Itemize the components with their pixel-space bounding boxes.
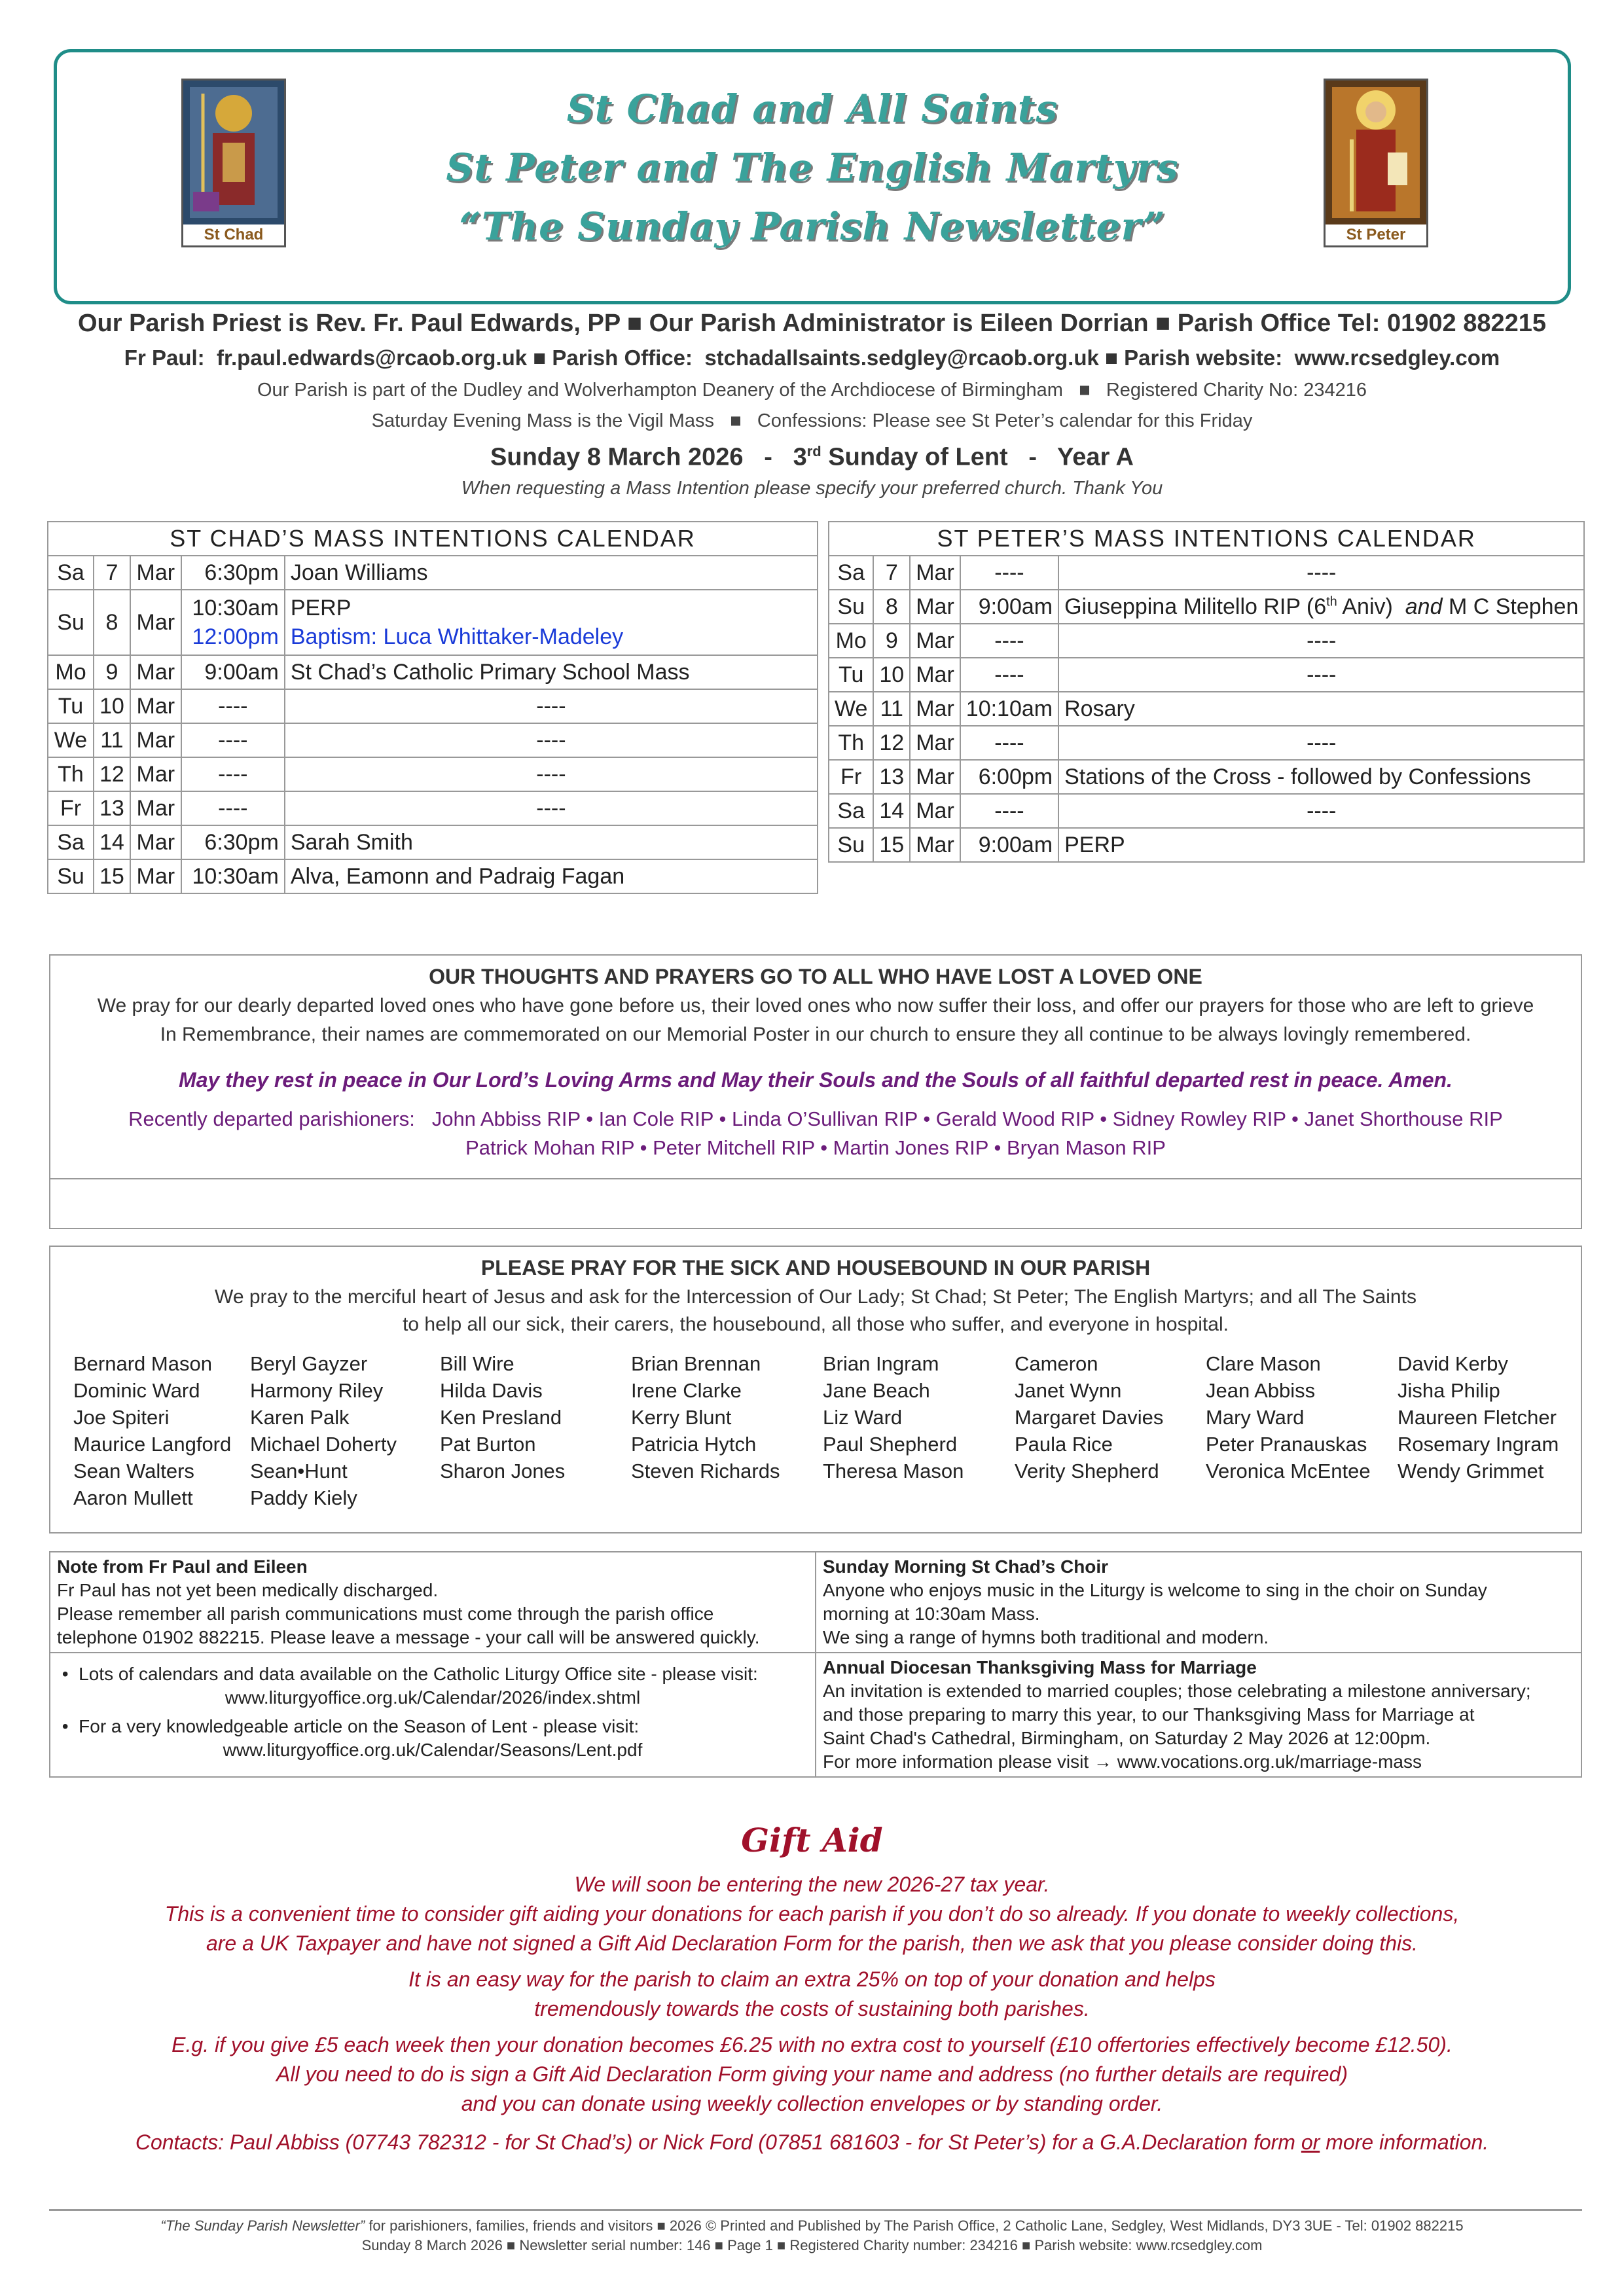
office-email-link[interactable]: stchadallsaints.sedgley@rcaob.org.uk xyxy=(704,346,1099,370)
list-item: Jisha Philip xyxy=(1398,1379,1500,1402)
list-item: Kerry Blunt xyxy=(631,1406,732,1429)
sick-names-column xyxy=(631,1350,780,1484)
sunday-number: 3 xyxy=(793,443,807,471)
request-note: When requesting a Mass Intention please specify your preferred church. Thank You xyxy=(461,478,1163,499)
st-peter-calendar-title: ST PETER’S MASS INTENTIONS CALENDAR xyxy=(829,522,1584,556)
choir-note-title: Sunday Morning St Chad’s Choir xyxy=(823,1556,1109,1577)
marriage-mass-note: Annual Diocesan Thanksgiving Mass for Marriage An invitation is extended to married couples; those celebrating a milestone anniversary; and those preparing to marry this year, to our Thanksgiving Mass for Marriage at Saint Chad's Cathedral, Birmingham, on Saturday 2 May 2026 at 12:00pm. For more information please visit → www.vocations.org.uk/marriage-mass xyxy=(816,1653,1581,1777)
list-item: Irene Clarke xyxy=(631,1379,742,1402)
choir-note: Sunday Morning St Chad’s Choir Anyone who enjoys music in the Liturgy is welcome to sing in the choir on Sunday morning at 10:30am Mass. We sing a range of hymns both traditional and modern. xyxy=(816,1552,1581,1653)
contact-line: Fr Paul: fr.paul.edwards@rcaob.org.uk ■ Parish Office: stchadallsaints.sedgley@rcaob.org.uk ■ Parish website: www.rcsedgley.com xyxy=(124,346,1500,370)
list-item: Sean Walters xyxy=(73,1460,194,1482)
list-item: Steven Richards xyxy=(631,1460,780,1482)
table-row: Sa 7 Mar ---- ---- xyxy=(829,556,1584,590)
list-item: Dominic Ward xyxy=(73,1379,200,1402)
deanery-line: Our Parish is part of the Dudley and Wolverhampton Deanery of the Archdiocese of Birmingham ■ Registered Charity No: 234216 xyxy=(257,380,1367,401)
list-item: Theresa Mason xyxy=(823,1460,964,1482)
priest-text: Our Parish Priest is Rev. Fr. Paul Edwards, PP xyxy=(77,310,621,337)
divider xyxy=(50,1178,1581,1179)
list-item: Mary Ward xyxy=(1206,1406,1305,1429)
list-item: Sharon Jones xyxy=(440,1460,566,1482)
charity-text: Registered Charity No: 234216 xyxy=(1106,380,1367,401)
list-item: Rosemary Ingram xyxy=(1398,1433,1559,1456)
title-line-1: St Chad and All Saints xyxy=(566,86,1058,131)
parish-staff-line: Our Parish Priest is Rev. Fr. Paul Edwards, PP ■ Our Parish Administrator is Eileen Dorrian ■ Parish Office Tel: 01902 882215 xyxy=(77,310,1547,337)
list-item: Veronica McEntee xyxy=(1206,1460,1371,1482)
list-item: Beryl Gayzer xyxy=(250,1352,368,1375)
lent-article-link[interactable]: www.liturgyoffice.org.uk/Calendar/Seasons/Lent.pdf xyxy=(223,1740,643,1760)
table-row: Th 12 Mar ---- ---- xyxy=(48,757,818,791)
footer-divider xyxy=(49,2209,1582,2211)
prayers-text-2: In Remembrance, their names are commemorated on our Memorial Poster in our church to ensure they all continue to be always lovingly remembered. xyxy=(160,1024,1471,1045)
table-row: We 11 Mar 10:10am Rosary xyxy=(829,692,1584,726)
table-row: Sa 14 Mar 6:30pm Sarah Smith xyxy=(48,825,818,859)
list-item: Karen Palk xyxy=(250,1406,350,1429)
sick-names-column xyxy=(73,1350,231,1511)
list-item: Ken Presland xyxy=(440,1406,562,1429)
confessions-text: Confessions: Please see St Peter’s calendar for this Friday xyxy=(757,410,1253,431)
deanery-text: Our Parish is part of the Dudley and Wolverhampton Deanery of the Archdiocese of Birmingham xyxy=(257,380,1063,401)
table-row: Su 8 Mar 10:30am 12:00pm PERP Baptism: Luca Whittaker-Madeley xyxy=(48,590,818,655)
marriage-mass-title: Annual Diocesan Thanksgiving Mass for Marriage xyxy=(823,1657,1257,1677)
list-item: Aaron Mullett xyxy=(73,1486,193,1509)
marriage-mass-link[interactable]: For more information please visit → www.vocations.org.uk/marriage-mass xyxy=(823,1751,1422,1772)
office-tel-text: Parish Office Tel: 01902 882215 xyxy=(1177,310,1547,337)
list-item: Brian Brennan xyxy=(631,1352,761,1375)
list-item: Cameron xyxy=(1015,1352,1098,1375)
table-row: Mo 9 Mar 9:00am St Chad’s Catholic Primary School Mass xyxy=(48,655,818,689)
list-item: Bernard Mason xyxy=(73,1352,212,1375)
sick-text-2: to help all our sick, their carers, the housebound, all those who suffer, and everyone in hospital. xyxy=(403,1314,1229,1335)
table-row: Su 8 Mar 9:00am Giuseppina Militello RIP (6th Aniv) and M C Stephen xyxy=(829,590,1584,624)
table-row: Tu 10 Mar ---- ---- xyxy=(48,689,818,723)
list-item: Maureen Fletcher xyxy=(1398,1406,1557,1429)
fr-paul-label: Fr Paul: xyxy=(124,346,205,370)
sick-names-column xyxy=(1398,1350,1559,1484)
recently-departed-line-1 xyxy=(50,1107,1581,1131)
list-item: Liz Ward xyxy=(823,1406,903,1429)
st-chad-calendar xyxy=(47,521,818,894)
fr-paul-note-title: Note from Fr Paul and Eileen xyxy=(57,1556,308,1577)
fr-paul-note: Note from Fr Paul and Eileen Fr Paul has not yet been medically discharged. Please remember all parish communications must come through the parish office telephone 01902 882215. Please leave a message - your call will be answered quickly. xyxy=(50,1552,816,1653)
sunday-heading: Sunday 8 March 2026 - 3rd Sunday of Lent - Year A xyxy=(490,443,1134,471)
table-row: Tu 10 Mar ---- ---- xyxy=(829,658,1584,692)
st-chad-caption: St Chad xyxy=(183,226,284,244)
st-chad-calendar-title: ST CHAD’S MASS INTENTIONS CALENDAR xyxy=(48,522,818,556)
st-peter-calendar xyxy=(828,521,1585,863)
sick-title: PLEASE PRAY FOR THE SICK AND HOUSEBOUND IN OUR PARISH xyxy=(480,1256,1151,1280)
list-item: Jean Abbiss xyxy=(1206,1379,1316,1402)
vigil-text: Saturday Evening Mass is the Vigil Mass xyxy=(371,410,714,431)
list-item: Pat Burton xyxy=(440,1433,536,1456)
rest-in-peace-text: May they rest in peace in Our Lord’s Loving Arms and May their Souls and the Souls of all faithful departed rest in peace. Amen. xyxy=(179,1068,1453,1092)
recently-departed-line-2: Patrick Mohan RIP • Peter Mitchell RIP • Martin Jones RIP • Bryan Mason RIP xyxy=(465,1136,1166,1159)
fr-paul-email-link[interactable]: fr.paul.edwards@rcaob.org.uk xyxy=(216,346,528,370)
list-item: Paul Shepherd xyxy=(823,1433,958,1456)
gift-aid-body: We will soon be entering the new 2026-27 tax year. This is a convenient time to consider gift aiding your donations for each parish if you don’t do so already. If you donate to weekly collections, are a UK Taxpayer and have not signed a Gift Aid Declaration Form for the parish, then we ask that you please consider doing this. It is an easy way for the parish to claim an extra 25% on top of your donation and helps tremendously towards the costs of sustaining both parishes. E.g. if you give £5 each week then your donation becomes £6.25 with no extra cost to yourself (£10 offertories effectively become £12.50). All you need to do is sign a Gift Aid Declaration Form giving your name and address (no further details are required) and you can donate using weekly collection envelopes or by standing order. Contacts: Paul Abbiss (07743 782312 - for St Chad’s) or Nick Ford (07851 681603 - for St Peter’s) for a G.A.Declaration form or more information. xyxy=(0,1870,1624,2157)
header-banner xyxy=(54,49,1571,304)
title-line-3: “The Sunday Parish Newsletter” xyxy=(459,204,1166,249)
list-item: Joe Spiteri xyxy=(73,1406,170,1429)
sick-text-1: We pray to the merciful heart of Jesus and ask for the Intercession of Our Lady; St Chad; St Peter; The English Martyrs; and all The Saints xyxy=(215,1286,1416,1308)
gift-aid-contacts: Contacts: Paul Abbiss (07743 782312 - for St Chad’s) or Nick Ford (07851 681603 - for St Peter’s) for a G.A.Declaration form or more information. xyxy=(135,2130,1489,2154)
website-label: Parish website: xyxy=(1124,346,1283,370)
sick-names-column xyxy=(250,1350,397,1511)
recently-departed-label: Recently departed parishioners: xyxy=(128,1107,415,1130)
recently-departed-names-1: John Abbiss RIP • Ian Cole RIP • Linda O’Sullivan RIP • Gerald Wood RIP • Sidney Rowley RIP • Janet Shorthouse RIP xyxy=(431,1107,1503,1130)
liturgical-year: Year A xyxy=(1057,443,1134,471)
list-item: Verity Shepherd xyxy=(1015,1460,1159,1482)
list-item: Hilda Davis xyxy=(440,1379,543,1402)
table-row: Mo 9 Mar ---- ---- xyxy=(829,624,1584,658)
liturgy-calendar-link[interactable]: www.liturgyoffice.org.uk/Calendar/2026/index.shtml xyxy=(225,1687,641,1708)
sunday-name: Sunday of Lent xyxy=(828,443,1008,471)
title-line-2: St Peter and The English Martyrs xyxy=(446,145,1179,190)
liturgy-links-note: • Lots of calendars and data available on the Catholic Liturgy Office site - please visit: www.liturgyoffice.org.uk/Calendar/2026/index.shtml • For a very knowledgeable article on the Season of Lent - please visit: www.liturgyoffice.org.uk/Calendar/Seasons/Lent.pdf xyxy=(50,1653,816,1777)
list-item: Margaret Davies xyxy=(1015,1406,1164,1429)
table-row: Th 12 Mar ---- ---- xyxy=(829,726,1584,760)
list-item: Sean•Hunt xyxy=(250,1460,348,1482)
list-item: David Kerby xyxy=(1398,1352,1508,1375)
sick-box xyxy=(49,1246,1582,1534)
table-row: Fr 13 Mar ---- ---- xyxy=(48,791,818,825)
list-item: Paddy Kiely xyxy=(250,1486,357,1509)
list-item: Brian Ingram xyxy=(823,1352,939,1375)
list-item: Wendy Grimmet xyxy=(1398,1460,1544,1482)
list-item: Peter Pranauskas xyxy=(1206,1433,1367,1456)
list-item: Patricia Hytch xyxy=(631,1433,757,1456)
table-row: Fr 13 Mar 6:00pm Stations of the Cross - followed by Confessions xyxy=(829,760,1584,794)
table-row: We 11 Mar ---- ---- xyxy=(48,723,818,757)
sick-names-column xyxy=(1015,1350,1163,1484)
prayers-title: OUR THOUGHTS AND PRAYERS GO TO ALL WHO HAVE LOST A LOVED ONE xyxy=(429,965,1202,988)
table-row: Su 15 Mar 10:30am Alva, Eamonn and Padraig Fagan xyxy=(48,859,818,893)
footer-line-1: “The Sunday Parish Newsletter” for parishioners, families, friends and visitors ■ 2026 © Printed and Published by The Parish Office, 2 Catholic Lane, Sedgley, West Midlands, DY3 3UE - Tel: 01902 882215 xyxy=(160,2217,1464,2234)
list-item: Clare Mason xyxy=(1206,1352,1321,1375)
list-item: Michael Doherty xyxy=(250,1433,397,1456)
sunday-suffix: rd xyxy=(806,443,821,459)
list-item: Bill Wire xyxy=(440,1352,514,1375)
prayers-text-1: We pray for our dearly departed loved ones who have gone before us, their loved ones who now suffer their loss, and offer our prayers for those who are left to grieve xyxy=(97,995,1534,1016)
vigil-line: Saturday Evening Mass is the Vigil Mass ■ Confessions: Please see St Peter’s calendar for this Friday xyxy=(371,410,1253,431)
table-row: Su 15 Mar 9:00am PERP xyxy=(829,828,1584,862)
office-label: Parish Office: xyxy=(552,346,693,370)
gift-aid-title: Gift Aid xyxy=(741,1821,883,1859)
footer-line-2: Sunday 8 March 2026 ■ Newsletter serial number: 146 ■ Page 1 ■ Registered Charity number: 234216 ■ Parish website: www.rcsedgley.com xyxy=(361,2237,1263,2253)
sick-names-column xyxy=(823,1350,964,1484)
table-row: Sa 14 Mar ---- ---- xyxy=(829,794,1584,828)
list-item: Janet Wynn xyxy=(1015,1379,1122,1402)
list-item: Harmony Riley xyxy=(250,1379,384,1402)
prayers-box xyxy=(49,954,1582,1229)
website-link[interactable]: www.rcsedgley.com xyxy=(1294,346,1500,370)
sick-names-column xyxy=(1206,1350,1371,1484)
sick-names-column xyxy=(440,1350,565,1484)
notes-table xyxy=(49,1551,1582,1778)
table-row: Sa 7 Mar 6:30pm Joan Williams xyxy=(48,556,818,590)
list-item: Jane Beach xyxy=(823,1379,930,1402)
st-peter-caption: St Peter xyxy=(1326,226,1426,244)
administrator-text: Our Parish Administrator is Eileen Dorrian xyxy=(649,310,1149,337)
list-item: Maurice Langford xyxy=(73,1433,232,1456)
sunday-date: Sunday 8 March 2026 xyxy=(490,443,744,471)
list-item: Paula Rice xyxy=(1015,1433,1113,1456)
